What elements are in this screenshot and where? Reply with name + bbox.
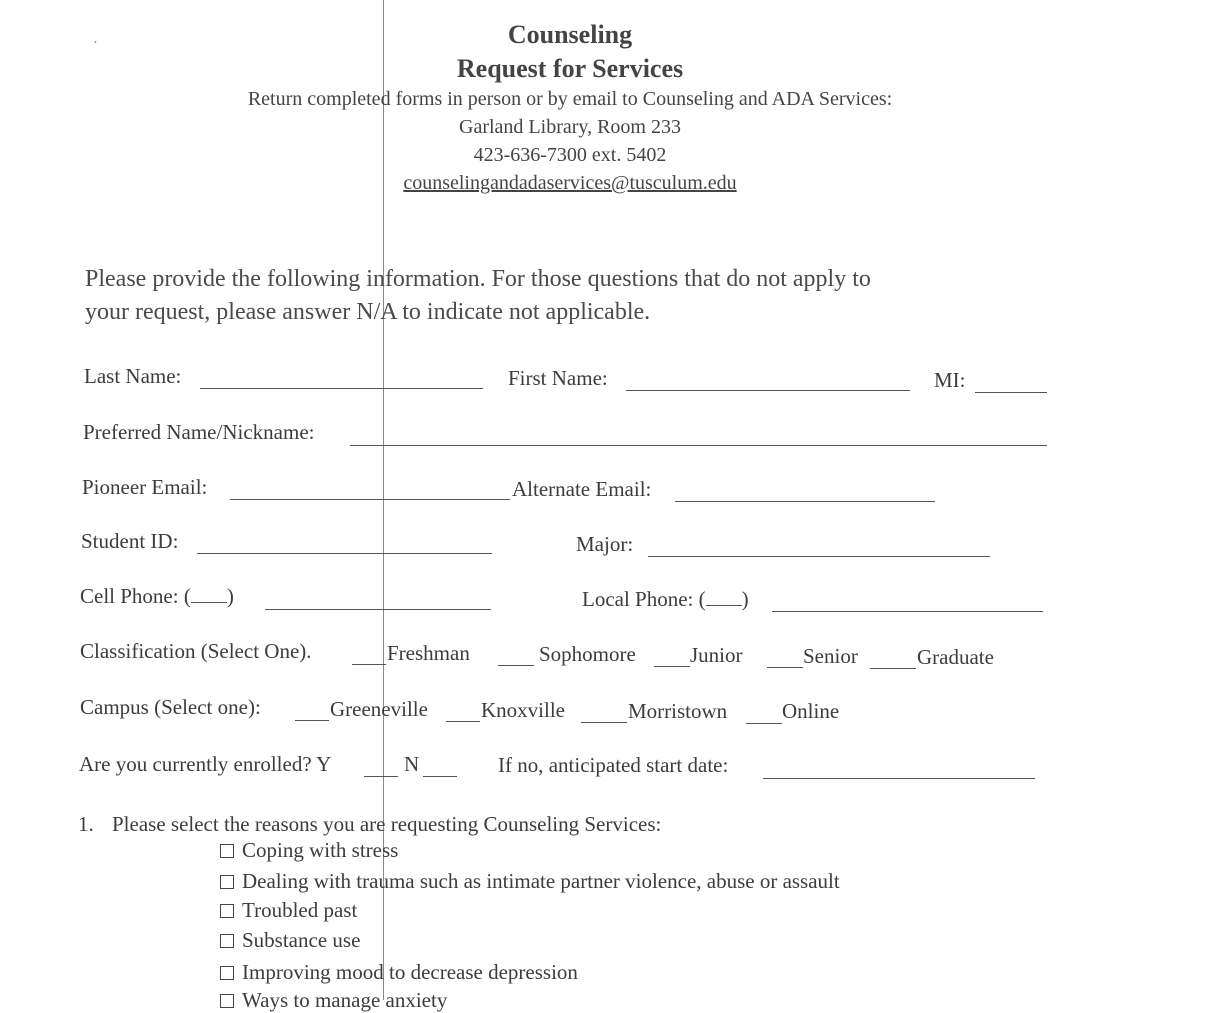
checkbox-icon[interactable] <box>220 934 234 948</box>
cell-phone-field[interactable] <box>265 609 491 610</box>
last-name-label: Last Name: <box>84 364 182 388</box>
office-phone: 423-636-7300 ext. 5402 <box>473 144 667 166</box>
greeneville-blank[interactable] <box>295 720 329 721</box>
alternate-email-label: Alternate Email: <box>512 477 652 501</box>
classification-label: Classification (Select One). <box>80 639 312 663</box>
checkbox-icon[interactable] <box>220 904 234 918</box>
student-id-label: Student ID: <box>81 529 179 553</box>
checkbox-icon[interactable] <box>220 844 234 858</box>
senior-blank[interactable] <box>767 667 803 668</box>
local-area-code-field[interactable] <box>706 605 742 606</box>
intro-line-1: Please provide the following information. For those questions that do not apply to <box>85 266 871 292</box>
form-subtitle: Request for Services <box>456 54 684 83</box>
pioneer-email-label: Pioneer Email: <box>82 475 208 499</box>
mi-label: MI: <box>934 368 966 392</box>
major-field[interactable] <box>648 556 990 557</box>
reason-item[interactable]: Substance use <box>220 928 360 953</box>
first-name-field[interactable] <box>626 390 910 391</box>
pioneer-email-field[interactable] <box>230 499 510 500</box>
start-date-label: If no, anticipated start date: <box>498 753 729 777</box>
first-name-label: First Name: <box>508 366 608 390</box>
scan-mark: • <box>94 38 97 47</box>
intro-line-2: your request, please answer N/A to indicate not applicable. <box>85 299 651 325</box>
campus-label: Campus (Select one): <box>80 695 261 719</box>
online-blank[interactable] <box>746 723 782 724</box>
enrolled-label: Are you currently enrolled? Y <box>79 752 332 776</box>
knoxville-blank[interactable] <box>446 721 480 722</box>
freshman-blank[interactable] <box>352 664 386 665</box>
sophomore-blank[interactable] <box>498 665 534 666</box>
office-email-link[interactable]: counselingandadaservices@tusculum.edu <box>403 172 737 194</box>
graduate-option: Graduate <box>917 645 994 669</box>
checkbox-icon[interactable] <box>220 966 234 980</box>
alternate-email-field[interactable] <box>675 501 935 502</box>
student-id-field[interactable] <box>197 553 492 554</box>
question-1-number: 1. <box>78 812 94 836</box>
reason-item[interactable]: Coping with stress <box>220 838 398 863</box>
reason-item[interactable]: Dealing with trauma such as intimate partner violence, abuse or assault <box>220 869 840 894</box>
knoxville-option: Knoxville <box>481 698 565 722</box>
junior-blank[interactable] <box>654 666 690 667</box>
checkbox-icon[interactable] <box>220 994 234 1008</box>
graduate-blank[interactable] <box>870 668 916 669</box>
return-instructions: Return completed forms in person or by email to Counseling and ADA Services: <box>247 88 893 110</box>
enrolled-no-blank[interactable] <box>423 776 457 777</box>
checkbox-icon[interactable] <box>220 875 234 889</box>
preferred-name-label: Preferred Name/Nickname: <box>83 420 315 444</box>
enrolled-no-label: N <box>404 752 420 776</box>
sophomore-option: Sophomore <box>539 642 636 666</box>
start-date-field[interactable] <box>763 778 1035 779</box>
enrolled-yes-blank[interactable] <box>364 776 398 777</box>
form-title: Counseling <box>507 20 633 49</box>
question-1-text: Please select the reasons you are requesting Counseling Services: <box>112 812 662 836</box>
reason-item[interactable]: Troubled past <box>220 898 357 923</box>
reason-item[interactable]: Improving mood to decrease depression <box>220 960 578 985</box>
junior-option: Junior <box>690 643 743 667</box>
office-location: Garland Library, Room 233 <box>459 116 681 138</box>
mi-field[interactable] <box>975 392 1047 393</box>
major-label: Major: <box>576 532 634 556</box>
cell-phone-label: Cell Phone: ( ) <box>80 584 234 608</box>
last-name-field[interactable] <box>200 388 483 389</box>
freshman-option: Freshman <box>387 641 470 665</box>
reason-item[interactable]: Ways to manage anxiety <box>220 988 447 1013</box>
preferred-name-field[interactable] <box>350 445 1047 446</box>
local-phone-field[interactable] <box>772 611 1043 612</box>
greeneville-option: Greeneville <box>330 697 428 721</box>
senior-option: Senior <box>803 644 858 668</box>
morristown-blank[interactable] <box>581 722 627 723</box>
cell-area-code-field[interactable] <box>191 602 227 603</box>
morristown-option: Morristown <box>628 699 728 723</box>
online-option: Online <box>782 699 840 723</box>
local-phone-label: Local Phone: ( ) <box>582 587 749 611</box>
